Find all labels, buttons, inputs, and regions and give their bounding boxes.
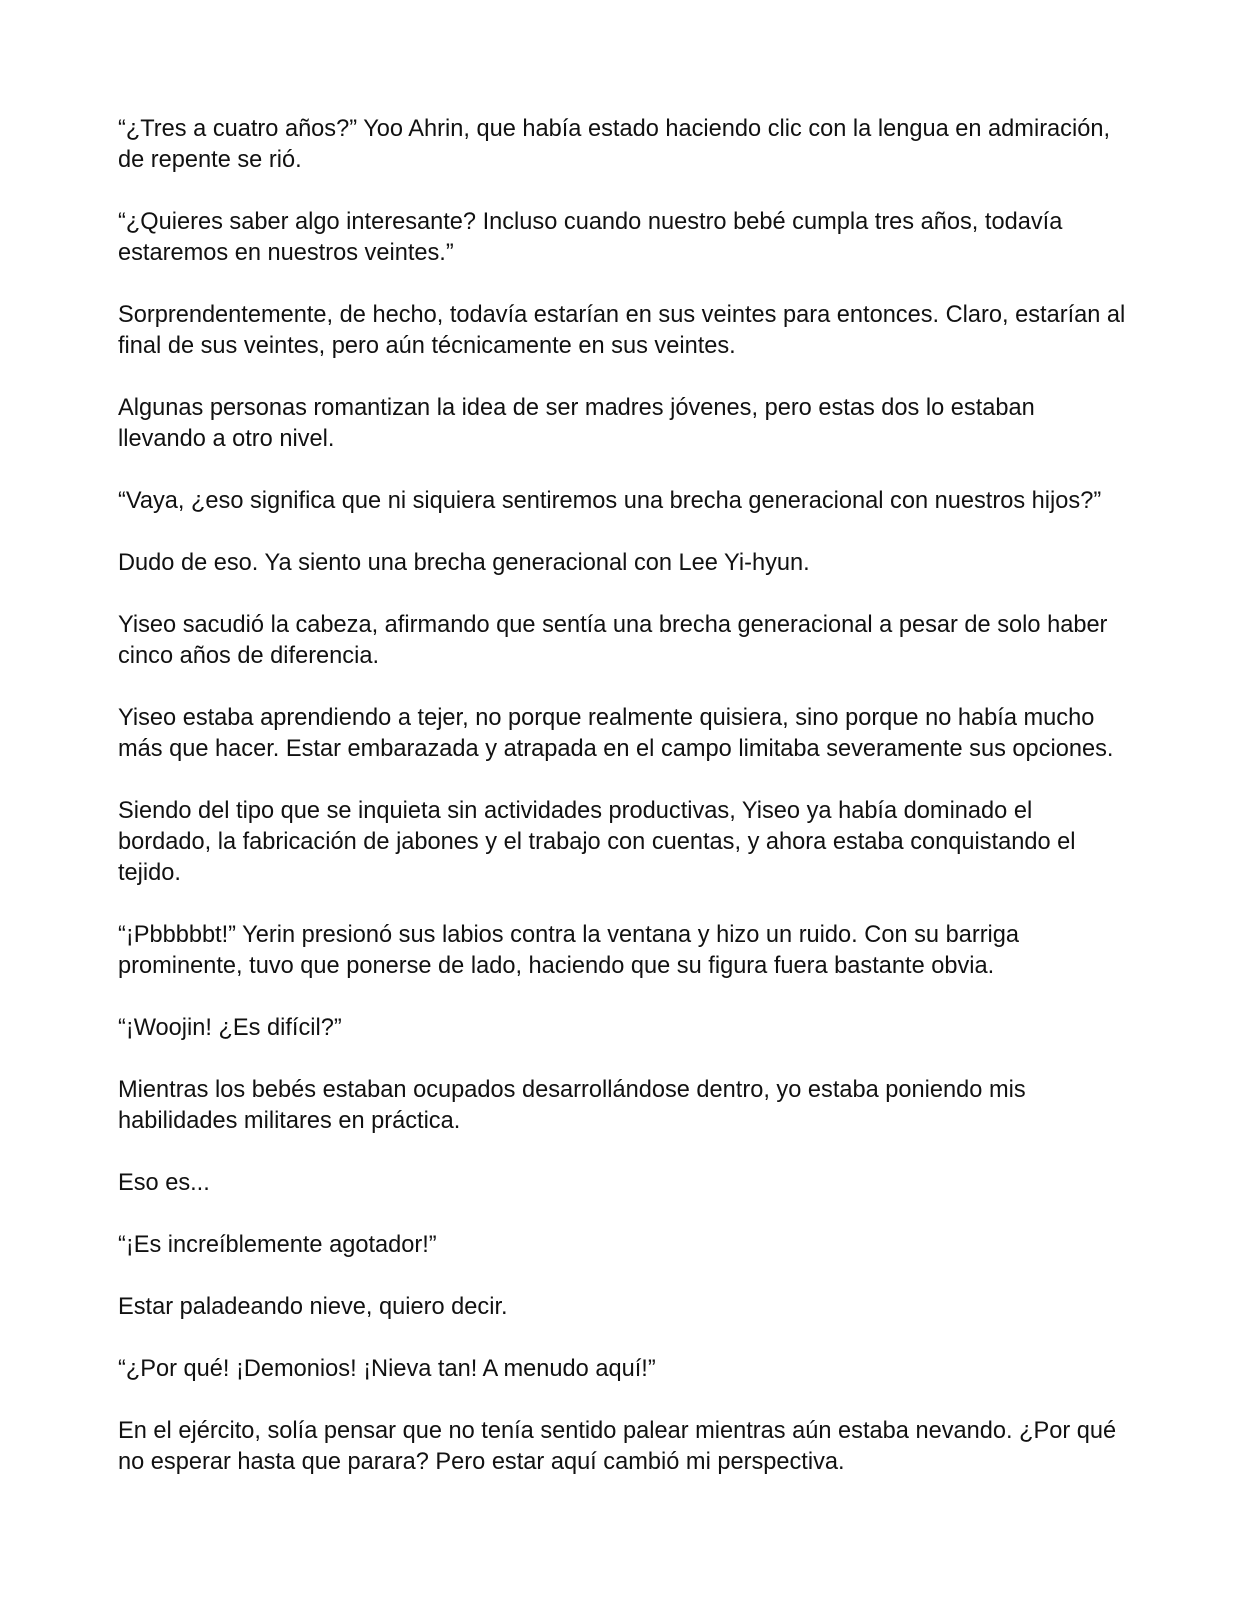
paragraph: “¡Es increíblemente agotador!” xyxy=(118,1232,437,1258)
paragraph: Eso es... xyxy=(118,1170,210,1196)
paragraph: “¿Quieres saber algo interesante? Incluso cuando nuestro bebé cumpla tres años, todavía estaremos en nuestros veintes.” xyxy=(118,209,1063,266)
paragraph: Estar paladeando nieve, quiero decir. xyxy=(118,1294,508,1320)
paragraph: “¿Tres a cuatro años?” Yoo Ahrin, que había estado haciendo clic con la lengua en admiración, de repente se rió. xyxy=(118,116,1111,173)
paragraph: En el ejército, solía pensar que no tenía sentido palear mientras aún estaba nevando. ¿Por qué no esperar hasta que parara? Pero estar aquí cambió mi perspectiva. xyxy=(118,1418,1117,1475)
paragraph: Sorprendentemente, de hecho, todavía estarían en sus veintes para entonces. Claro, estarían al final de sus veintes, pero aún técnicamente en sus veintes. xyxy=(118,302,1126,359)
paragraph: Siendo del tipo que se inquieta sin actividades productivas, Yiseo ya había dominado el bordado, la fabricación de jabones y el trabajo con cuentas, y ahora estaba conquistando el tejido. xyxy=(118,798,1076,886)
paragraph: Algunas personas romantizan la idea de ser madres jóvenes, pero estas dos lo estaban llevando a otro nivel. xyxy=(118,395,1035,452)
paragraph: “¡Woojin! ¿Es difícil?” xyxy=(118,1015,342,1041)
paragraph: Dudo de eso. Ya siento una brecha generacional con Lee Yi-hyun. xyxy=(118,550,810,576)
document-body xyxy=(118,114,1128,1509)
paragraph: “¿Por qué! ¡Demonios! ¡Nieva tan! A menudo aquí!” xyxy=(118,1356,656,1382)
paragraph: Mientras los bebés estaban ocupados desarrollándose dentro, yo estaba poniendo mis habilidades militares en práctica. xyxy=(118,1077,1026,1134)
paragraph: “Vaya, ¿eso significa que ni siquiera sentiremos una brecha generacional con nuestros hijos?” xyxy=(118,488,1102,514)
paragraph: “¡Pbbbbbt!” Yerin presionó sus labios contra la ventana y hizo un ruido. Con su barriga prominente, tuvo que ponerse de lado, haciendo que su figura fuera bastante obvia. xyxy=(118,922,1020,979)
paragraph: Yiseo estaba aprendiendo a tejer, no porque realmente quisiera, sino porque no había mucho más que hacer. Estar embarazada y atrapada en el campo limitaba severamente sus opciones. xyxy=(118,705,1114,762)
paragraph: Yiseo sacudió la cabeza, afirmando que sentía una brecha generacional a pesar de solo haber cinco años de diferencia. xyxy=(118,612,1108,669)
